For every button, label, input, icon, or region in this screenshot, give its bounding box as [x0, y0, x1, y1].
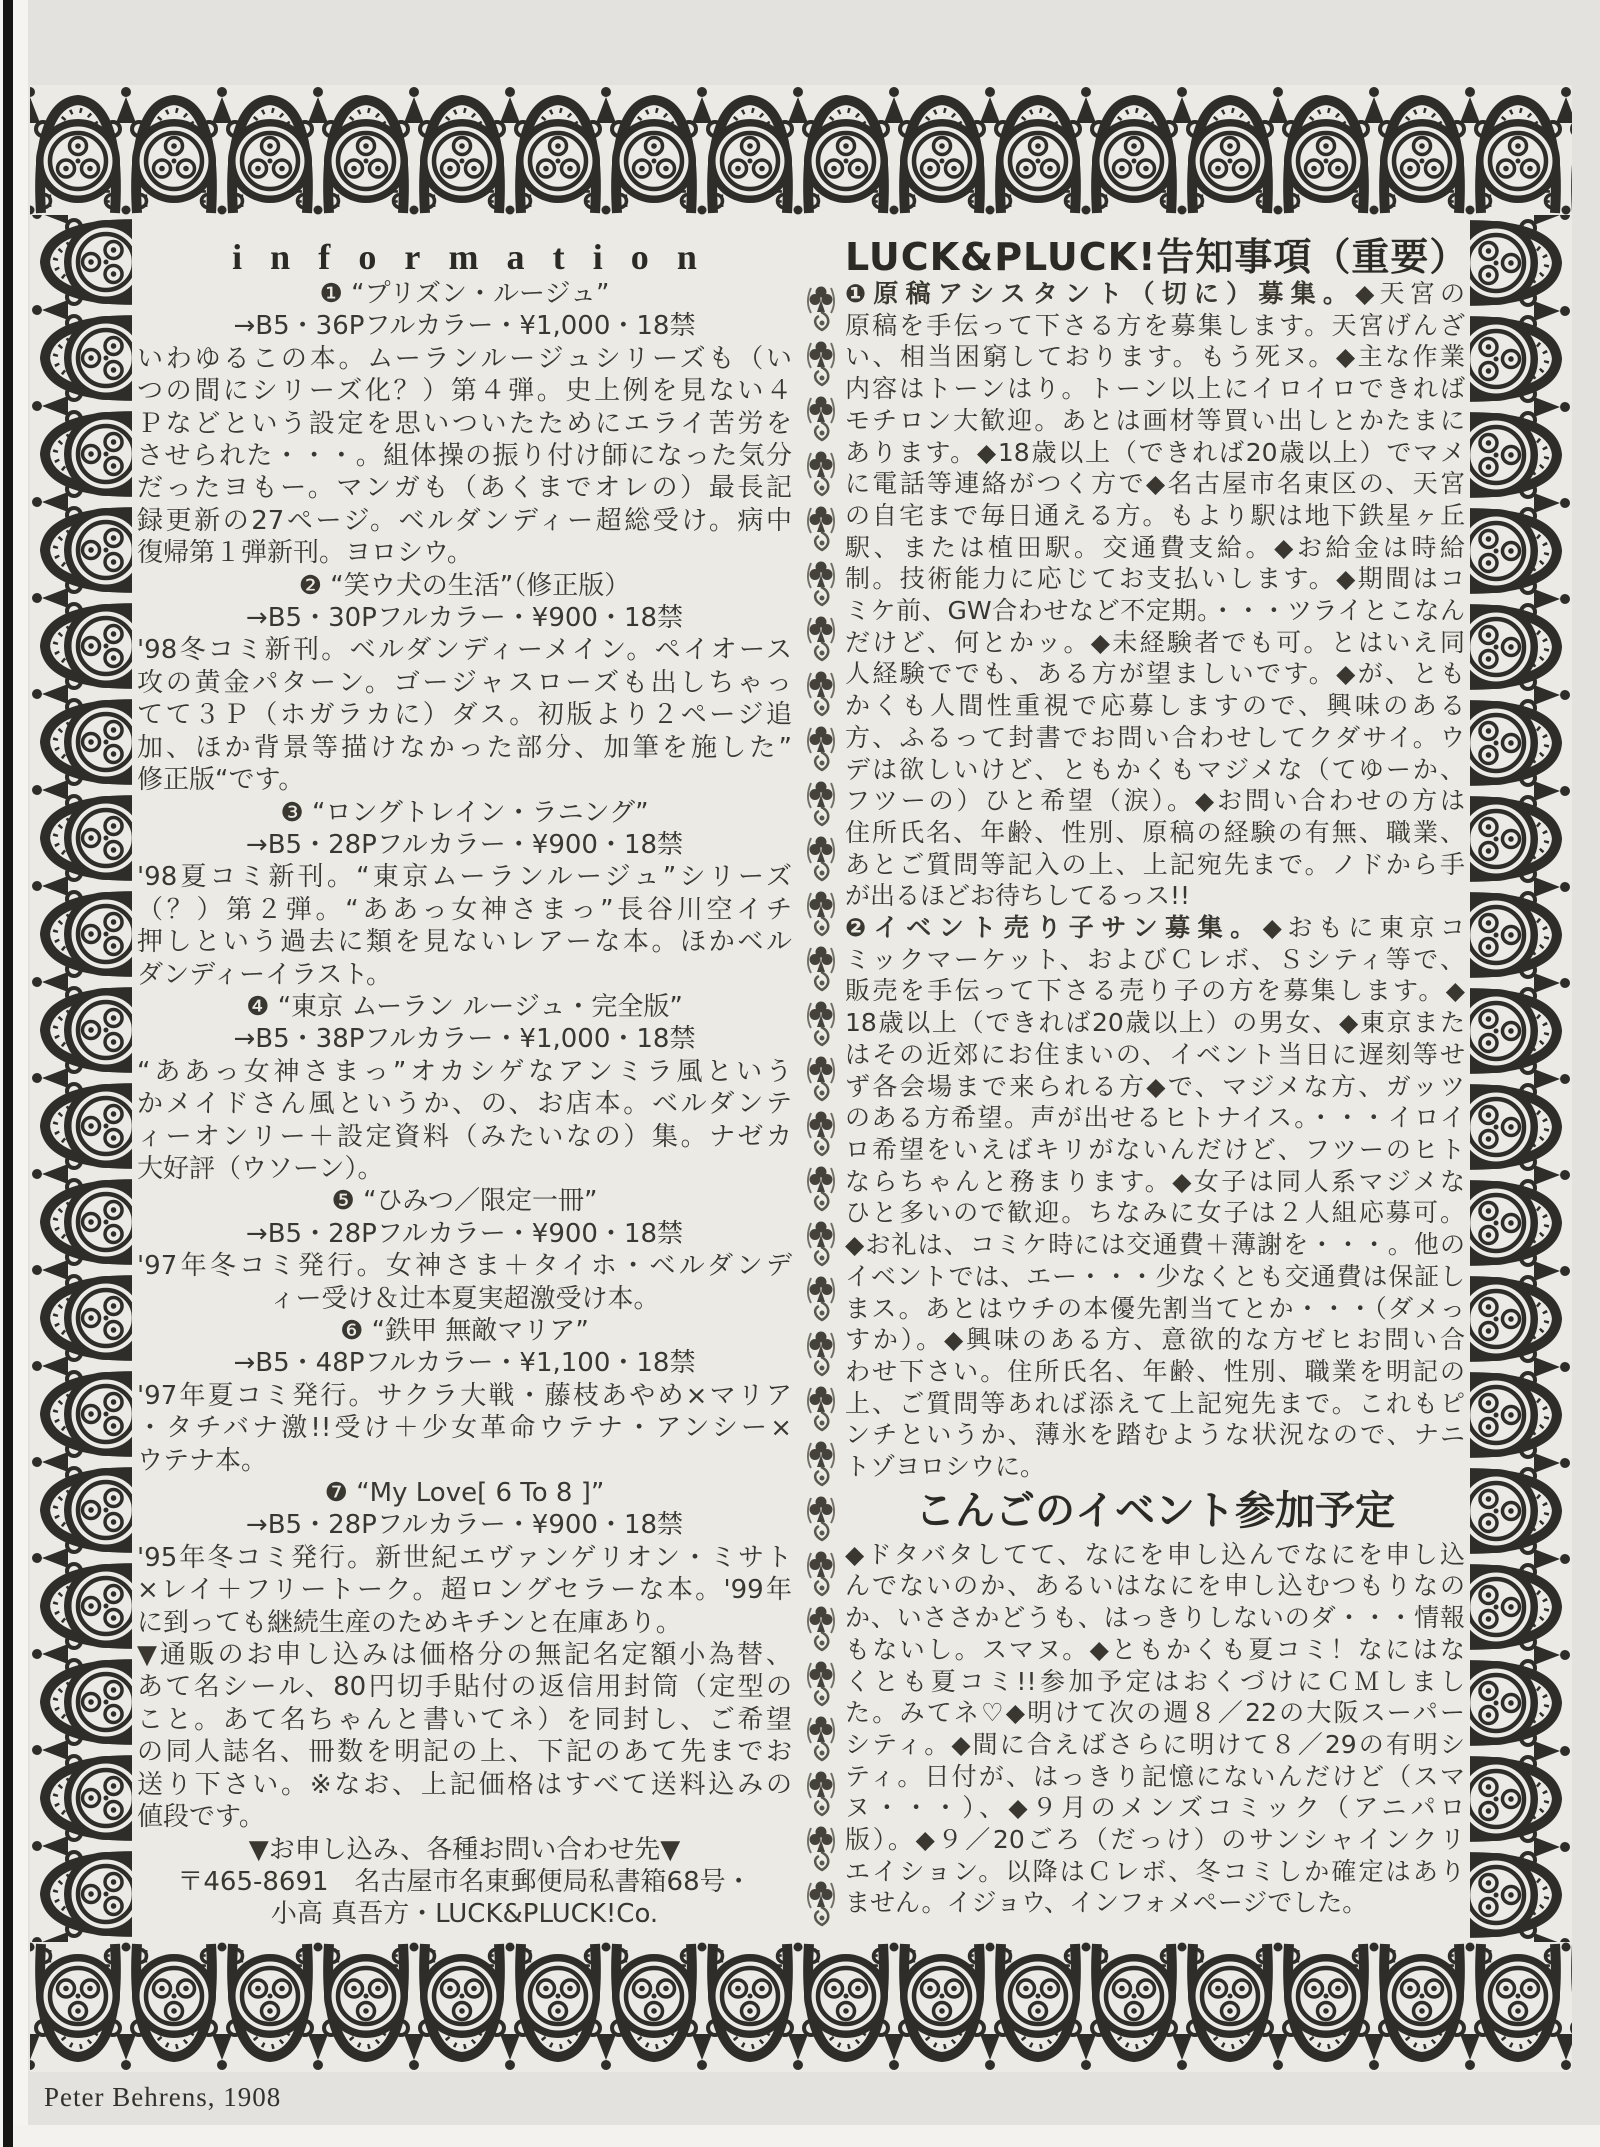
- text-line: [845, 944, 1465, 976]
- text-line: [845, 437, 1465, 469]
- line-text: ヌ・・・）、◆９月のメンズコミック（アニパロ: [845, 1793, 1465, 1823]
- border-artist-caption: Peter Behrens, 1908: [44, 2082, 282, 2112]
- line-text: ィー受け＆辻本夏実超激受け本。: [269, 1283, 660, 1314]
- line-text: 〒465-8691 名古屋市名東郵便局私書箱68号・: [177, 1866, 752, 1897]
- line-text: あります。◆18歳以上（できれば20歳以上）でマメ: [845, 437, 1465, 467]
- line-text: '97年夏コミ発行。サクラ大戦・藤枝あやめ×マリア: [137, 1380, 792, 1411]
- line-text: すか）。◆興味のある方、意欲的な方ゼヒお問い合: [845, 1325, 1465, 1355]
- text-line: [137, 797, 792, 829]
- line-text: か、いささかどうも、はっきりしないのダ・・・情報: [845, 1603, 1465, 1633]
- text-line: [845, 1388, 1465, 1420]
- line-text: させられた・・・。組体操の振り付け師になった気分: [137, 441, 792, 472]
- line-text: 販売を手伝って下さる売り子の方を募集します。◆: [845, 976, 1465, 1006]
- line-text: あて名シール、80円切手貼付の返信用封筒（定型の: [137, 1672, 792, 1703]
- text-line: [137, 278, 792, 310]
- line-text: 小高 真吾方・LUCK&PLUCK!Co.: [270, 1899, 659, 1930]
- text-line: [845, 1229, 1465, 1261]
- text-line: [137, 861, 792, 893]
- text-line: [137, 1736, 792, 1768]
- line-text: ィーオンリー＋設定資料（みたいなの）集。ナゼカ: [137, 1121, 792, 1152]
- text-line: [137, 1185, 792, 1217]
- spiral-border-top-icon: [30, 85, 1572, 215]
- line-text: ンチというか、薄氷を踏むような状況なので、ナニ: [845, 1420, 1465, 1450]
- line-text: →B5・48Pフルカラー・¥1,100・18禁: [233, 1348, 696, 1379]
- text-line: [137, 1315, 792, 1347]
- luck-pluck-notice-header: LUCK&PLUCK!告知事項（重要）: [845, 235, 1469, 279]
- text-line: [137, 634, 792, 666]
- line-text: 値段です。: [137, 1802, 265, 1833]
- text-line: [845, 1356, 1465, 1388]
- text-line: [137, 764, 792, 796]
- line-text: が出るほどお待ちしてるっス!!: [845, 881, 1191, 911]
- line-text: い、相当困窮しております。もう死ヌ。◆主な作業: [845, 342, 1465, 372]
- text-line: [137, 1834, 792, 1866]
- section-lead-bold: ❶原稿アシスタント（切に）募集。: [845, 279, 1356, 308]
- text-line: [845, 341, 1465, 373]
- line-text: ❸ “ロングトレイン・ラニング”: [280, 797, 649, 828]
- line-text: ミケ前、GW合わせなど不定期。・・・ツライとこなん: [845, 596, 1465, 626]
- line-text: '97年冬コミ発行。女神さま＋タイホ・ベルダンデ: [137, 1251, 792, 1282]
- text-line: [845, 912, 1465, 944]
- text-line: [845, 1102, 1465, 1134]
- text-line: [845, 1261, 1465, 1293]
- line-text: トゾヨロシウに。: [845, 1452, 1046, 1482]
- scan-edge-line: [3, 0, 13, 2147]
- line-text: てて３Ｐ（ホガラカに）ダス。初版より２ページ追: [137, 700, 792, 731]
- text-line: [845, 1666, 1465, 1698]
- line-text: 修正版“です。: [137, 765, 305, 796]
- text-line: [137, 1801, 792, 1833]
- text-line: [137, 1283, 792, 1315]
- text-line: [137, 1509, 792, 1541]
- line-text: のある方希望。声が出せるヒトナイス。・・・イロイ: [845, 1103, 1465, 1133]
- text-line: [137, 570, 792, 602]
- line-text: ・タチバナ激!!受け＋少女革命ウテナ・アンシー×: [137, 1413, 792, 1444]
- text-line: [845, 1602, 1465, 1634]
- line-text: →B5・30Pフルカラー・¥900・18禁: [245, 603, 684, 634]
- line-text: ◆おもに東京コ: [1262, 913, 1465, 943]
- text-line: [845, 1419, 1465, 1451]
- line-text: ならちゃんと務まります。◆女子は同人系マジメな: [845, 1166, 1465, 1196]
- text-line: [845, 1293, 1465, 1325]
- line-text: わせ下さい。住所氏名、年齢、性別、職業を明記の: [845, 1356, 1465, 1386]
- line-text: ▼お申し込み、各種お問い合わせ先▼: [248, 1834, 681, 1865]
- section-lead-bold: ❷イベント売り子サン募集。: [845, 913, 1263, 943]
- text-line: [845, 405, 1465, 437]
- line-text: ❻ “鉄甲 無敵マリア”: [340, 1316, 589, 1346]
- line-text: はその近郊にお住まいの、イベント当日に遅刻等せ: [845, 1039, 1465, 1069]
- text-line: [845, 880, 1465, 912]
- text-line: [845, 658, 1465, 690]
- line-text: た。みてネ♡◆明けて次の週８／22の大阪スーパー: [845, 1698, 1465, 1728]
- text-line: [137, 894, 792, 926]
- line-text: まス。あとはウチの本優先割当てとか・・・（ダメっ: [845, 1293, 1465, 1323]
- text-line: [137, 1380, 792, 1412]
- left-column: [137, 236, 792, 1931]
- text-line: [137, 310, 792, 342]
- right-column-text: [845, 278, 1465, 1919]
- line-text: '98夏コミ新刊。“東京ムーランルージュ”シリーズ: [137, 862, 792, 893]
- text-line: [845, 817, 1465, 849]
- text-line: [137, 1866, 792, 1898]
- text-line: [137, 1898, 792, 1930]
- line-text: 上、ご質問等あれば添えて上記宛先まで。これもピ: [845, 1388, 1465, 1418]
- text-line: [137, 1542, 792, 1574]
- text-line: [845, 1166, 1465, 1198]
- text-line: [845, 563, 1465, 595]
- text-line: [845, 1697, 1465, 1729]
- text-line: [845, 310, 1465, 342]
- spiral-border-left-icon: [30, 215, 132, 1942]
- text-line: [137, 1023, 792, 1055]
- line-text: イベントでは、エー・・・少なくとも交通費は保証し: [845, 1261, 1465, 1291]
- line-text: '98冬コミ新刊。ベルダンディーメイン。ペイオース: [137, 635, 792, 666]
- line-text: 大好評（ウソーン）。: [137, 1153, 384, 1184]
- line-text: 録更新の27ページ。ベルダンディー超総受け。病中: [137, 505, 792, 536]
- line-text: に到っても継続生産のためキチンと在庫あり。: [137, 1607, 682, 1638]
- line-text: →B5・28Pフルカラー・¥900・18禁: [245, 829, 684, 860]
- text-line: [137, 1056, 792, 1088]
- line-text: 18歳以上（できれば20歳以上）の男女、◆東京また: [845, 1008, 1465, 1038]
- line-text: 方、ふるって封書でお問い合わせしてクダサイ。ウ: [845, 722, 1465, 752]
- line-text: 駅、または植田駅。交通費支給。◆お給金は時給: [845, 532, 1465, 562]
- text-line: [845, 1451, 1465, 1483]
- text-line: [137, 1607, 792, 1639]
- line-text: ◆お礼は、コミケ時には交通費＋薄謝を・・・。他の: [845, 1230, 1465, 1260]
- text-line: [845, 532, 1465, 564]
- line-text: 加、ほか背景等描けなかった部分、加筆を施した”: [137, 732, 792, 763]
- line-text: →B5・28Pフルカラー・¥900・18禁: [245, 1218, 684, 1249]
- line-text: かくも人間性重視で応募しますので、興味のある: [845, 691, 1465, 721]
- text-line: [845, 1197, 1465, 1229]
- text-line: [845, 1483, 1465, 1539]
- triple-spiral-pattern: [30, 215, 132, 1942]
- line-text: ロ希望をいえばキリがないんだけど、フツーのヒト: [845, 1134, 1465, 1164]
- line-text: 内容はトーンはり。トーン以上にイロイロできれば: [845, 374, 1465, 404]
- text-line: [845, 1570, 1465, 1602]
- text-line: [137, 408, 792, 440]
- line-text: （？）第２弾。“ああっ女神さまっ”長谷川空イチ: [137, 894, 792, 925]
- line-text: ❼ “My Love[ 6 To 8 ]”: [324, 1478, 605, 1509]
- line-text: 制。技術能力に応じてお支払いします。◆期間はコ: [845, 564, 1465, 594]
- line-text: ◆天宮の: [1355, 279, 1465, 308]
- line-text: つの間にシリーズ化？）第４弾。史上例を見ない４: [137, 376, 792, 407]
- line-text: “ああっ女神さまっ”オカシゲなアンミラ風という: [137, 1056, 792, 1087]
- text-line: [137, 537, 792, 569]
- text-line: [137, 440, 792, 472]
- text-line: [845, 468, 1465, 500]
- left-column-text: [137, 278, 792, 1931]
- spiral-border-bottom-icon: [30, 1942, 1572, 2072]
- line-text: に電話等連絡がつく方で◆名古屋市名東区の、天宮: [845, 469, 1465, 499]
- line-text: →B5・36Pフルカラー・¥1,000・18禁: [233, 311, 696, 342]
- line-text: こんごのイベント参加予定: [915, 1487, 1395, 1534]
- line-text: の同人誌名、冊数を明記の上、下記のあて先までお: [137, 1737, 792, 1768]
- text-line: [845, 1324, 1465, 1356]
- line-text: フツーの）ひと希望（涙）。◆お問い合わせの方は: [845, 786, 1465, 816]
- text-line: [845, 849, 1465, 881]
- line-text: 送り下さい。※なお、上記価格はすべて送料込みの: [137, 1769, 792, 1800]
- text-line: [845, 1761, 1465, 1793]
- line-text: デは欲しいけど、ともかくもマジメな（てゆーか、: [845, 754, 1465, 784]
- line-text: ティ。日付が、はっきり記憶にないんだけど（スマ: [845, 1761, 1465, 1791]
- text-line: [845, 690, 1465, 722]
- line-text: いわゆるこの本。ムーランルージュシリーズも（い: [137, 343, 792, 374]
- text-line: [137, 1639, 792, 1671]
- line-text: の自宅まで毎日通える方。もより駅は地下鉄星ヶ丘: [845, 500, 1465, 530]
- text-line: [845, 975, 1465, 1007]
- text-line: [845, 500, 1465, 532]
- text-line: [845, 785, 1465, 817]
- text-line: [845, 1634, 1465, 1666]
- text-line: [845, 1039, 1465, 1071]
- line-text: 人経験ででも、ある方が望ましいです。◆が、とも: [845, 659, 1465, 689]
- line-text: んでないのか、あるいはなにを申し込むつもりなの: [845, 1571, 1465, 1601]
- text-line: [137, 732, 792, 764]
- line-text: こと。あて名ちゃんと書いてネ）を同封し、ご希望: [137, 1704, 792, 1735]
- text-line: [137, 1671, 792, 1703]
- column-divider-ornament-icon: [805, 280, 837, 1930]
- line-text: ❺ “ひみつ／限定一冊”: [331, 1186, 598, 1217]
- text-line: [845, 1539, 1465, 1571]
- text-line: [137, 472, 792, 504]
- text-line: [845, 1729, 1465, 1761]
- text-line: [137, 505, 792, 537]
- text-line: [137, 602, 792, 634]
- text-line: [845, 595, 1465, 627]
- line-text: 版）。◆９／20ごろ（だっけ）のサンシャインクリ: [845, 1825, 1465, 1855]
- line-text: かメイドさん風というか、の、お店本。ベルダンテ: [137, 1089, 792, 1120]
- line-text: Ｐなどという設定を思いついたためにエライ苦労を: [137, 408, 792, 439]
- spiral-border-right-icon: [1470, 215, 1572, 1942]
- text-line: [137, 926, 792, 958]
- text-line: [845, 722, 1465, 754]
- text-line: [137, 829, 792, 861]
- line-text: だったヨもー。マンガも（あくまでオレの）最長記: [137, 473, 792, 504]
- line-text: ❶ “プリズン・ルージュ”: [319, 279, 610, 309]
- text-line: [845, 1792, 1465, 1824]
- text-line: [137, 1704, 792, 1736]
- text-line: [137, 991, 792, 1023]
- line-text: ▼通販のお申し込みは価格分の無記名定額小為替、: [137, 1640, 792, 1671]
- text-line: [845, 1887, 1465, 1919]
- line-text: だけど、何とかッ。◆未経験者でも可。とはいえ同: [845, 627, 1465, 657]
- triple-spiral-pattern: [30, 85, 1572, 215]
- line-text: モチロン大歓迎。あとは画材等買い出しとかたまに: [845, 405, 1465, 435]
- text-line: [845, 1071, 1465, 1103]
- text-line: [137, 1477, 792, 1509]
- line-text: シティ。◆間に合えばさらに明けて８／29の有明シ: [845, 1729, 1465, 1759]
- line-text: 押しという過去に類を見ないレアーな本。ほかベル: [137, 927, 792, 958]
- scan-bottom-margin: [14, 2125, 1600, 2147]
- line-text: ません。イジョウ、インフォメページでした。: [845, 1888, 1368, 1918]
- text-line: [137, 343, 792, 375]
- text-line: [137, 1347, 792, 1379]
- information-header: information: [232, 237, 725, 277]
- line-text: ❷ “笑ウ犬の生活”（修正版）: [298, 570, 631, 601]
- line-text: ひと多いので歓迎。ちなみに女子は２人組応募可。: [845, 1198, 1465, 1228]
- line-text: くとも夏コミ!!参加予定はおくづけにＣＭしまし: [845, 1666, 1465, 1696]
- text-line: [137, 1153, 792, 1185]
- text-line: [137, 1574, 792, 1606]
- text-line: [845, 754, 1465, 786]
- text-line: [137, 1121, 792, 1153]
- text-line: [845, 627, 1465, 659]
- line-text: ダンディーイラスト。: [137, 959, 393, 990]
- line-text: ×レイ＋フリートーク。超ロングセラーな本。'99年: [137, 1575, 792, 1606]
- line-text: あとご質問等記入の上、上記宛先まで。ノドから手: [845, 849, 1465, 879]
- text-line: [137, 375, 792, 407]
- line-text: ず各会場まで来られる方◆で、マジメな方、ガッツ: [845, 1071, 1465, 1101]
- text-line: [845, 373, 1465, 405]
- line-text: 攻の黄金パターン。ゴージャスローズも出しちゃっ: [137, 667, 792, 698]
- line-text: ミックマーケット、およびＣレボ、Ｓシティ等で、: [845, 944, 1465, 974]
- text-line: [845, 1007, 1465, 1039]
- text-line: [137, 1412, 792, 1444]
- line-text: ◆ドタバタしてて、なにを申し込んでなにを申し込: [845, 1539, 1465, 1569]
- line-text: '95年冬コミ発行。新世紀エヴァンゲリオン・ミサト: [137, 1542, 792, 1573]
- line-text: 住所氏名、年齢、性別、原稿の経験の有無、職業、: [845, 817, 1465, 847]
- text-line: [137, 1088, 792, 1120]
- line-text: もないし。スマヌ。◆ともかくも夏コミ！なにはな: [845, 1634, 1465, 1664]
- text-line: [845, 1134, 1465, 1166]
- text-line: [137, 699, 792, 731]
- text-line: [137, 959, 792, 991]
- triple-spiral-pattern: [30, 1942, 1572, 2072]
- line-text: エイション。以降はＣレボ、冬コミしか確定はあり: [845, 1856, 1465, 1886]
- text-line: [137, 1769, 792, 1801]
- triple-spiral-pattern: [1470, 215, 1572, 1942]
- text-line: [845, 1856, 1465, 1888]
- line-text: →B5・28Pフルカラー・¥900・18禁: [245, 1510, 684, 1541]
- club-scroll-pattern: [805, 280, 837, 1930]
- text-line: [137, 1218, 792, 1250]
- text-line: [137, 1250, 792, 1282]
- text-line: [845, 1824, 1465, 1856]
- right-column: [845, 235, 1469, 1919]
- text-line: [845, 278, 1465, 310]
- line-text: →B5・38Pフルカラー・¥1,000・18禁: [233, 1024, 696, 1055]
- line-text: ❹ “東京 ムーラン ルージュ・完全版”: [246, 991, 683, 1022]
- text-line: [137, 667, 792, 699]
- text-line: [137, 1445, 792, 1477]
- line-text: 復帰第１弾新刊。ヨロシウ。: [137, 538, 473, 569]
- line-text: 原稿を手伝って下さる方を募集します。天宮げんざ: [845, 310, 1465, 340]
- line-text: ウテナ本。: [137, 1445, 268, 1476]
